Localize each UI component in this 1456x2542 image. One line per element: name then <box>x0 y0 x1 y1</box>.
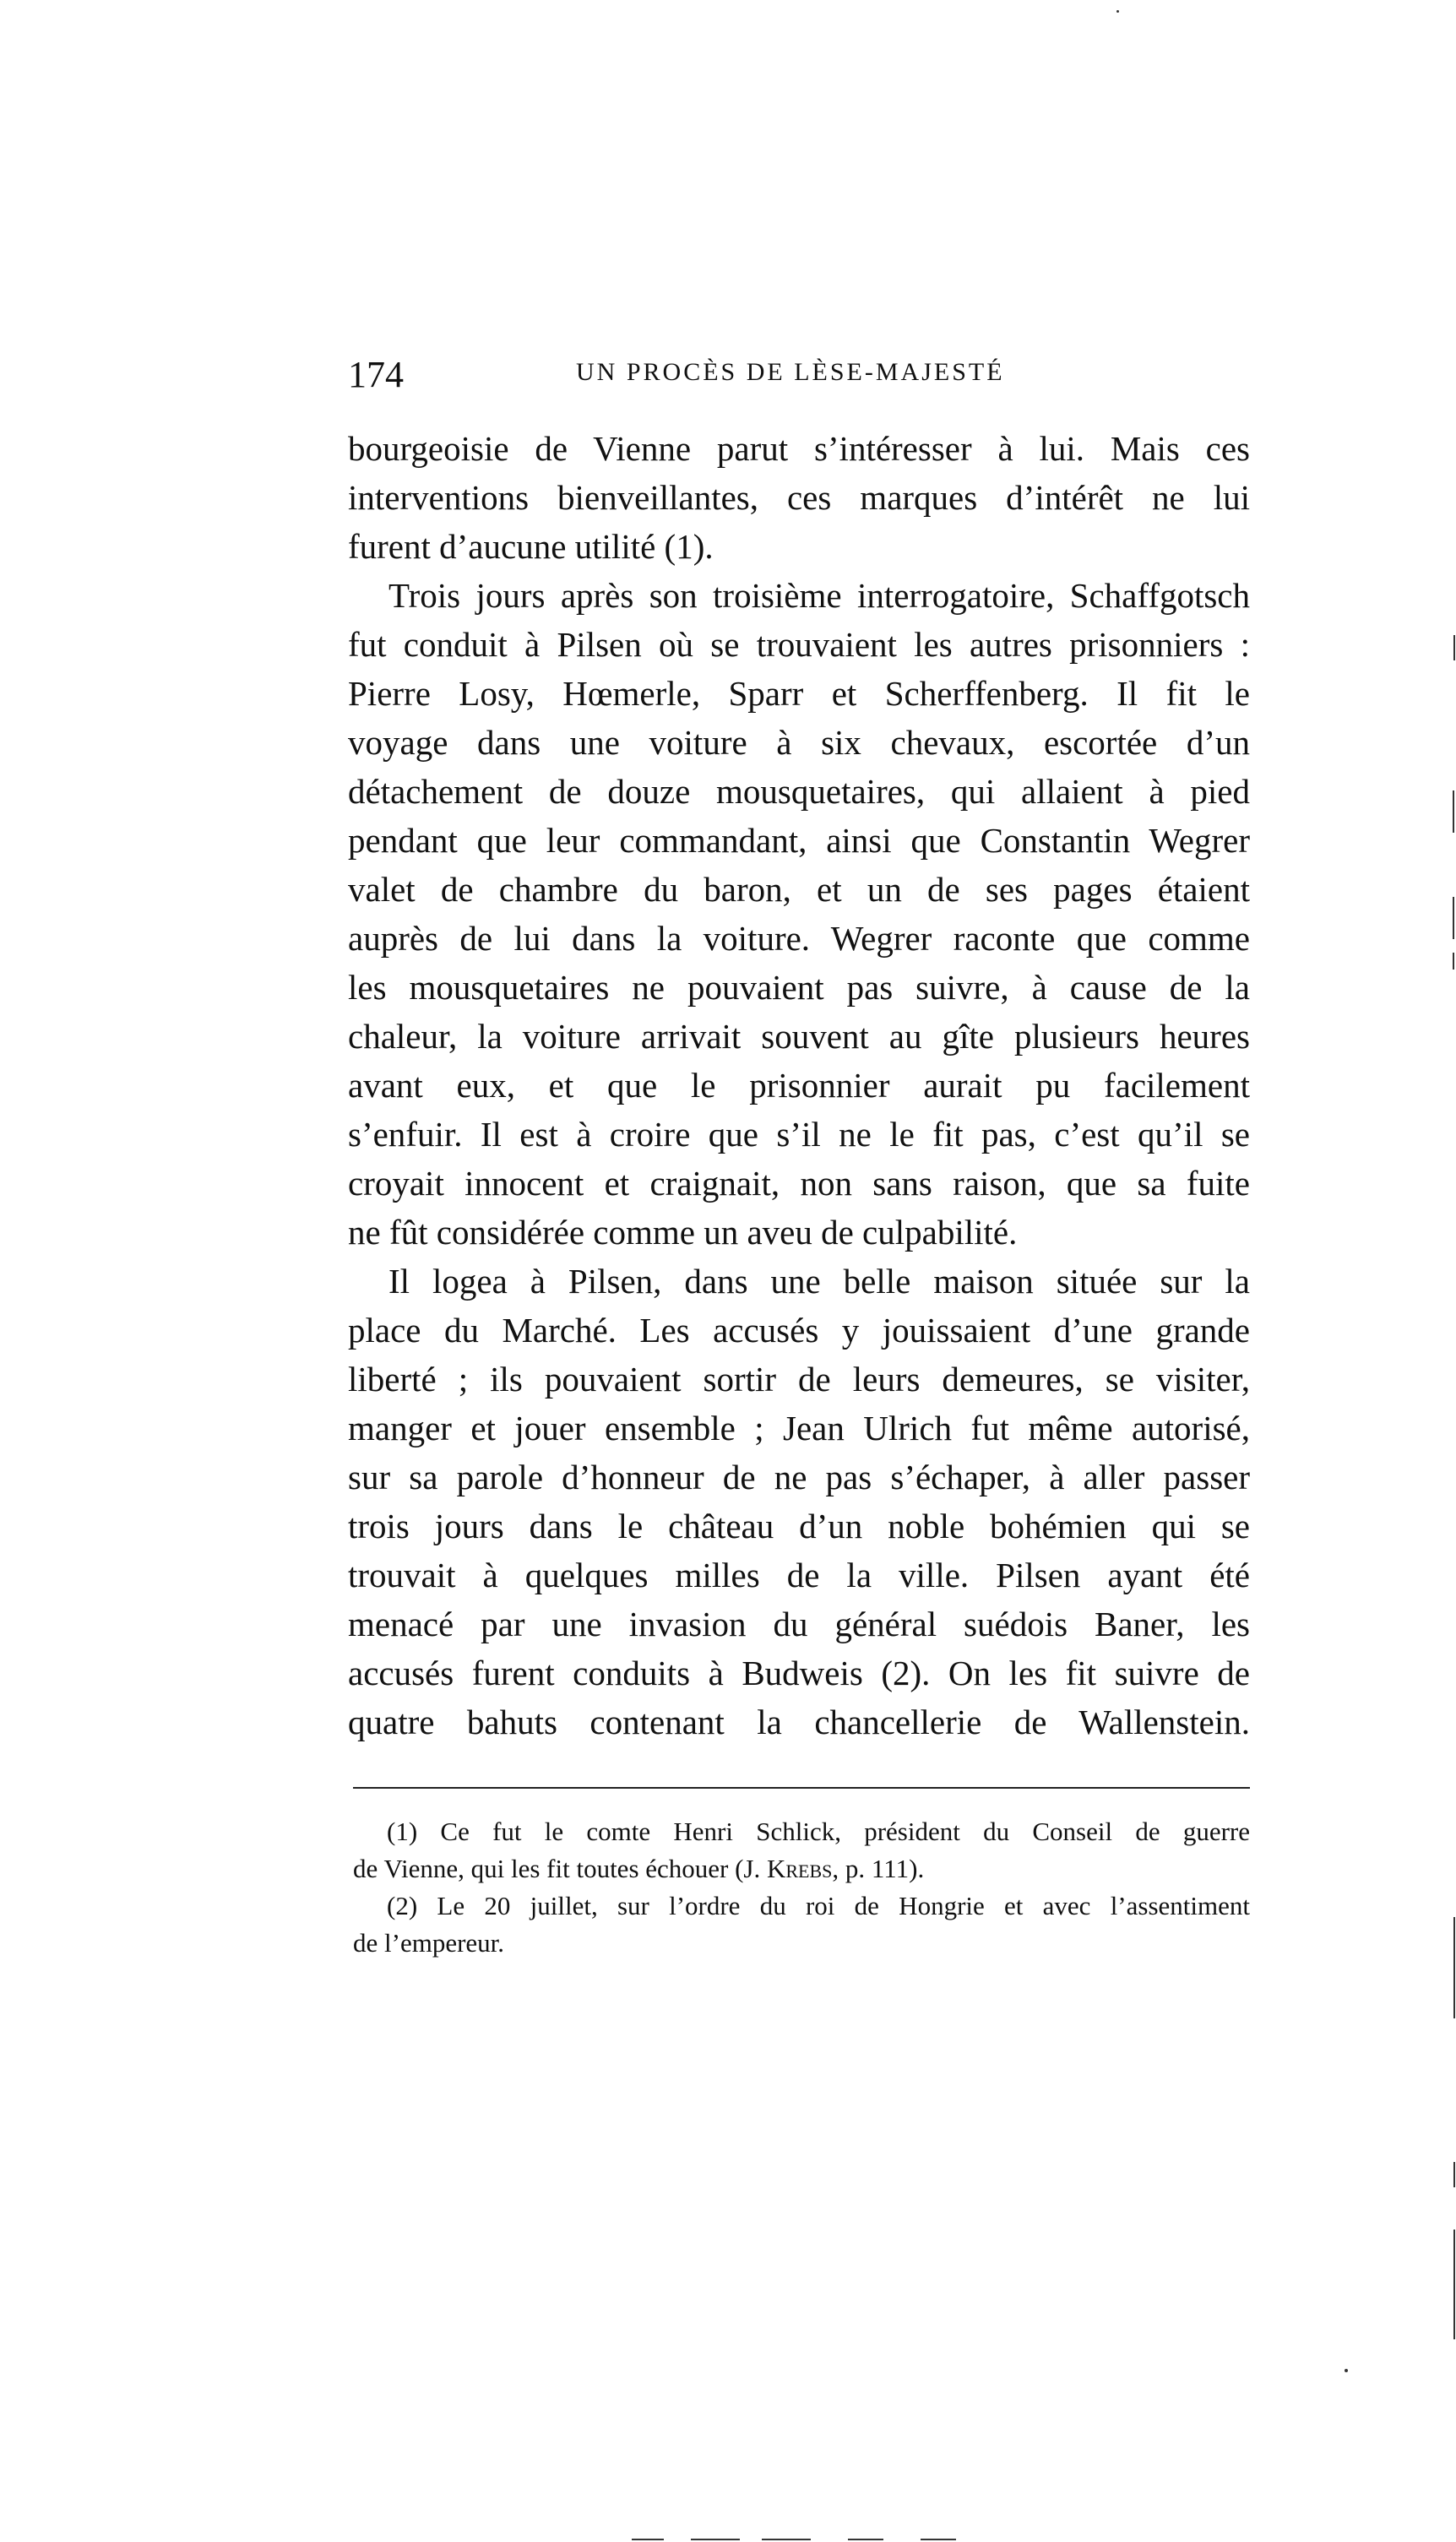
text-line: s’enfuir. Il est à croire que s’il ne le fit pas, c’est qu’il se <box>348 1115 1250 1154</box>
body-text <box>348 424 1250 1746</box>
scan-dot <box>1345 2369 1348 2372</box>
text-line: bourgeoisie de Vienne parut s’intéresser à lui. Mais ces <box>348 429 1250 468</box>
scan-edge-mark <box>1453 2162 1455 2187</box>
footnote-text: , p. 111). <box>832 1854 925 1883</box>
text-line: auprès de lui dans la voiture. Wegrer raconte que comme <box>348 919 1250 958</box>
page-number: 174 <box>348 354 404 395</box>
text-line: voyage dans une voiture à six chevaux, escortée d’un <box>348 723 1250 762</box>
page-header <box>348 353 1250 395</box>
scan-dash <box>691 2539 740 2540</box>
scan-dash <box>848 2539 883 2540</box>
footnote-1-line: (1) Ce fut le comte Henri Schlick, président du Conseil de guerre <box>387 1817 1250 1846</box>
text-line: accusés furent conduits à Budweis (2). On les fit suivre de <box>348 1654 1250 1692</box>
running-title: UN PROCÈS DE LÈSE-MAJESTÉ <box>576 358 1005 386</box>
text-line: liberté ; ils pouvaient sortir de leurs demeures, se visiter, <box>348 1360 1250 1399</box>
footnote-1-line <box>353 1850 1250 1887</box>
text-line: sur sa parole d’honneur de ne pas s’échaper, à aller passer <box>348 1458 1250 1496</box>
text-line: chaleur, la voiture arrivait souvent au gîte plusieurs heures <box>348 1017 1250 1056</box>
text-line: trois jours dans le château d’un noble bohémien qui se <box>348 1507 1250 1545</box>
scan-dash <box>632 2539 664 2540</box>
text-line: Trois jours après son troisième interrogatoire, Schaffgotsch <box>388 576 1250 615</box>
text-line: détachement de douze mousquetaires, qui allaient à pied <box>348 772 1250 811</box>
scan-edge-mark <box>1453 2230 1455 2339</box>
text-line: interventions bienveillantes, ces marques d’intérêt ne lui <box>348 478 1250 517</box>
text-line: pendant que leur commandant, ainsi que Constantin Wegrer <box>348 821 1250 860</box>
scan-edge-mark <box>1453 953 1454 970</box>
scan-edge-mark <box>1453 1917 1455 2018</box>
text-line: place du Marché. Les accusés y jouissaient d’une grande <box>348 1311 1250 1350</box>
scan-dash <box>762 2539 811 2540</box>
text-line: trouvait à quelques milles de la ville. Pilsen ayant été <box>348 1556 1250 1594</box>
text-line: croyait innocent et craignait, non sans raison, que sa fuite <box>348 1164 1250 1203</box>
text-line: furent d’aucune utilité (1). <box>348 527 714 566</box>
text-line: manger et jouer ensemble ; Jean Ulrich fut même autorisé, <box>348 1409 1250 1448</box>
text-line: avant eux, et que le prisonnier aurait pu facilement <box>348 1066 1250 1105</box>
text-line: Il logea à Pilsen, dans une belle maison située sur la <box>388 1262 1250 1301</box>
footnote-rule <box>353 1787 1250 1789</box>
scan-edge-mark <box>1453 897 1454 939</box>
text-line: les mousquetaires ne pouvaient pas suivre, à cause de la <box>348 968 1250 1007</box>
author-name: Krebs <box>767 1854 833 1883</box>
text-line: quatre bahuts contenant la chancellerie de Wallenstein. <box>348 1703 1250 1741</box>
scan-edge-mark <box>1453 635 1455 660</box>
footnote-text: de Vienne, qui les fit toutes échouer (J. <box>353 1854 767 1883</box>
footnote-2-line: de l’empereur. <box>353 1928 505 1958</box>
text-line: ne fût considérée comme un aveu de culpabilité. <box>348 1213 1018 1252</box>
footnotes <box>353 1813 1250 1962</box>
scan-dot <box>1116 10 1119 13</box>
text-line: fut conduit à Pilsen où se trouvaient les autres prisonniers : <box>348 625 1250 664</box>
text-line: Pierre Losy, Hœmerle, Sparr et Scherffenberg. Il fit le <box>348 674 1250 713</box>
scan-edge-mark <box>1453 790 1454 833</box>
text-line: menacé par une invasion du général suédois Baner, les <box>348 1605 1250 1643</box>
footnote-2-line: (2) Le 20 juillet, sur l’ordre du roi de Hongrie et avec l’assentiment <box>387 1891 1250 1920</box>
scan-dash <box>921 2539 956 2540</box>
text-line: valet de chambre du baron, et un de ses pages étaient <box>348 870 1250 909</box>
